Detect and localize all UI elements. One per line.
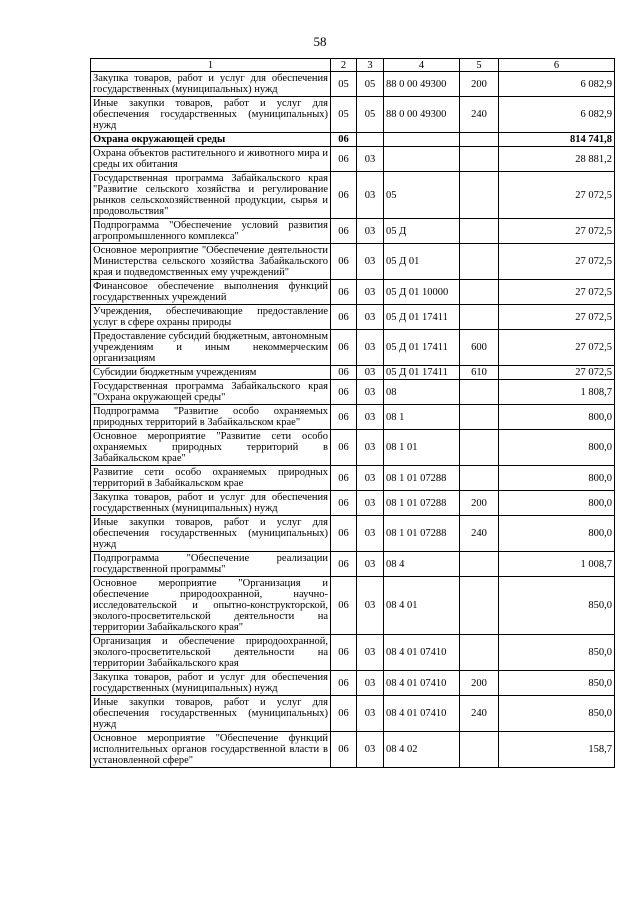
row-subsection-cell: 03 [357, 380, 384, 405]
row-amount-cell: 27 072,5 [499, 305, 615, 330]
row-amount-cell: 6 082,9 [499, 97, 615, 133]
table-row [91, 280, 615, 305]
table-row [91, 133, 615, 147]
table-row [91, 366, 615, 380]
row-amount-cell: 850,0 [499, 577, 615, 635]
row-section-cell: 06 [331, 671, 357, 696]
row-name-cell: Закупка товаров, работ и услуг для обеспечения государственных (муниципальных) нужд [91, 72, 331, 97]
row-amount-cell: 800,0 [499, 491, 615, 516]
row-target-code-cell: 08 4 01 07410 [384, 671, 460, 696]
row-section-cell: 06 [331, 405, 357, 430]
row-name-cell: Учреждения, обеспечивающие предоставление услуг в сфере охраны природы [91, 305, 331, 330]
row-target-code-cell: 05 Д 01 17411 [384, 330, 460, 366]
table-row [91, 380, 615, 405]
row-amount-cell: 27 072,5 [499, 330, 615, 366]
row-subsection-cell: 03 [357, 430, 384, 466]
row-name-cell: Иные закупки товаров, работ и услуг для обеспечения государственных (муниципальных) нужд [91, 97, 331, 133]
table-row [91, 405, 615, 430]
page-number: 58 [313, 34, 327, 49]
row-expense-type-cell [460, 172, 499, 219]
row-subsection-cell: 05 [357, 97, 384, 133]
row-expense-type-cell: 200 [460, 671, 499, 696]
table-row [91, 577, 615, 635]
row-expense-type-cell [460, 577, 499, 635]
row-subsection-cell: 03 [357, 305, 384, 330]
row-amount-cell: 800,0 [499, 430, 615, 466]
column-header-amount: 6 [499, 59, 615, 72]
row-subsection-cell [357, 133, 384, 147]
row-target-code-cell: 05 Д 01 10000 [384, 280, 460, 305]
table-row [91, 172, 615, 219]
row-target-code-cell: 08 1 [384, 405, 460, 430]
row-target-code-cell: 08 [384, 380, 460, 405]
row-subsection-cell: 03 [357, 671, 384, 696]
row-amount-cell: 850,0 [499, 635, 615, 671]
row-section-cell: 06 [331, 280, 357, 305]
row-target-code-cell: 88 0 00 49300 [384, 72, 460, 97]
row-amount-cell: 814 741,8 [499, 133, 615, 147]
table-row [91, 147, 615, 172]
row-target-code-cell: 08 1 01 07288 [384, 466, 460, 491]
row-expense-type-cell [460, 635, 499, 671]
row-amount-cell: 800,0 [499, 405, 615, 430]
row-amount-cell: 27 072,5 [499, 244, 615, 280]
row-subsection-cell: 03 [357, 732, 384, 768]
row-subsection-cell: 03 [357, 147, 384, 172]
row-amount-cell: 800,0 [499, 516, 615, 552]
row-name-cell: Основное мероприятие "Обеспечение деятельности Министерства сельского хозяйства Забайкальского края и подведомственных ему учреждений" [91, 244, 331, 280]
row-section-cell: 06 [331, 491, 357, 516]
row-section-cell: 06 [331, 516, 357, 552]
row-name-cell: Иные закупки товаров, работ и услуг для обеспечения государственных (муниципальных) нужд [91, 516, 331, 552]
row-name-cell: Финансовое обеспечение выполнения функций государственных учреждений [91, 280, 331, 305]
row-subsection-cell: 03 [357, 330, 384, 366]
row-expense-type-cell: 610 [460, 366, 499, 380]
row-section-cell: 06 [331, 696, 357, 732]
row-amount-cell: 27 072,5 [499, 280, 615, 305]
row-name-cell: Основное мероприятие "Развитие сети особо охраняемых природных территорий в Забайкальском крае" [91, 430, 331, 466]
row-section-cell: 06 [331, 552, 357, 577]
row-target-code-cell: 05 Д [384, 219, 460, 244]
row-expense-type-cell: 200 [460, 491, 499, 516]
row-section-cell: 06 [331, 244, 357, 280]
column-header-name: 1 [91, 59, 331, 72]
row-subsection-cell: 03 [357, 696, 384, 732]
row-section-cell: 06 [331, 635, 357, 671]
row-amount-cell: 158,7 [499, 732, 615, 768]
table-row [91, 430, 615, 466]
row-target-code-cell: 08 1 01 07288 [384, 491, 460, 516]
row-subsection-cell: 03 [357, 491, 384, 516]
row-target-code-cell: 08 1 01 07288 [384, 516, 460, 552]
row-subsection-cell: 03 [357, 466, 384, 491]
row-amount-cell: 800,0 [499, 466, 615, 491]
table-row [91, 635, 615, 671]
row-amount-cell: 27 072,5 [499, 172, 615, 219]
row-target-code-cell [384, 147, 460, 172]
row-name-cell: Основное мероприятие "Обеспечение функций исполнительных органов государственной власти в установленной сфере" [91, 732, 331, 768]
row-section-cell: 06 [331, 466, 357, 491]
row-subsection-cell: 03 [357, 516, 384, 552]
row-expense-type-cell: 600 [460, 330, 499, 366]
budget-table [90, 58, 615, 768]
row-expense-type-cell: 240 [460, 97, 499, 133]
row-amount-cell: 850,0 [499, 696, 615, 732]
row-name-cell: Охрана окружающей среды [91, 133, 331, 147]
row-section-cell: 06 [331, 366, 357, 380]
row-expense-type-cell [460, 732, 499, 768]
row-subsection-cell: 05 [357, 72, 384, 97]
row-section-cell: 06 [331, 330, 357, 366]
row-amount-cell: 6 082,9 [499, 72, 615, 97]
row-expense-type-cell [460, 552, 499, 577]
table-row [91, 671, 615, 696]
row-expense-type-cell [460, 244, 499, 280]
row-expense-type-cell: 240 [460, 516, 499, 552]
row-target-code-cell: 05 Д 01 17411 [384, 305, 460, 330]
row-name-cell: Подпрограмма "Обеспечение реализации государственной программы" [91, 552, 331, 577]
table-row [91, 696, 615, 732]
row-amount-cell: 27 072,5 [499, 219, 615, 244]
row-subsection-cell: 03 [357, 366, 384, 380]
row-section-cell: 06 [331, 147, 357, 172]
row-expense-type-cell [460, 219, 499, 244]
row-amount-cell: 1 808,7 [499, 380, 615, 405]
row-section-cell: 05 [331, 72, 357, 97]
column-header-section: 2 [331, 59, 357, 72]
row-target-code-cell [384, 133, 460, 147]
row-section-cell: 06 [331, 172, 357, 219]
row-name-cell: Иные закупки товаров, работ и услуг для обеспечения государственных (муниципальных) нужд [91, 696, 331, 732]
table-row [91, 330, 615, 366]
row-section-cell: 05 [331, 97, 357, 133]
row-name-cell: Государственная программа Забайкальского края "Развитие сельского хозяйства и регулирование рынков сельскохозяйственной продукции, сырья и продовольствия" [91, 172, 331, 219]
row-target-code-cell: 05 Д 01 17411 [384, 366, 460, 380]
row-subsection-cell: 03 [357, 219, 384, 244]
table-row [91, 516, 615, 552]
row-amount-cell: 27 072,5 [499, 366, 615, 380]
row-section-cell: 06 [331, 380, 357, 405]
row-section-cell: 06 [331, 305, 357, 330]
row-expense-type-cell [460, 280, 499, 305]
row-subsection-cell: 03 [357, 577, 384, 635]
row-section-cell: 06 [331, 133, 357, 147]
table-row [91, 219, 615, 244]
row-name-cell: Подпрограмма "Развитие особо охраняемых природных территорий в Забайкальском крае" [91, 405, 331, 430]
row-name-cell: Подпрограмма "Обеспечение условий развития агропромышленного комплекса" [91, 219, 331, 244]
row-name-cell: Развитие сети особо охраняемых природных территорий в Забайкальском крае [91, 466, 331, 491]
row-name-cell: Государственная программа Забайкальского края "Охрана окружающей среды" [91, 380, 331, 405]
row-subsection-cell: 03 [357, 280, 384, 305]
row-expense-type-cell [460, 466, 499, 491]
table-row [91, 305, 615, 330]
row-name-cell: Охрана объектов растительного и животного мира и среды их обитания [91, 147, 331, 172]
row-subsection-cell: 03 [357, 405, 384, 430]
row-expense-type-cell [460, 430, 499, 466]
row-subsection-cell: 03 [357, 552, 384, 577]
table-row [91, 97, 615, 133]
row-name-cell: Организация и обеспечение природоохранной, эколого-просветительской деятельности на территории Забайкальского края [91, 635, 331, 671]
table-header-row [91, 59, 615, 72]
row-section-cell: 06 [331, 732, 357, 768]
row-name-cell: Предоставление субсидий бюджетным, автономным учреждениям и иным некоммерческим организациям [91, 330, 331, 366]
row-expense-type-cell [460, 380, 499, 405]
row-amount-cell: 28 881,2 [499, 147, 615, 172]
row-expense-type-cell: 200 [460, 72, 499, 97]
row-target-code-cell: 05 Д 01 [384, 244, 460, 280]
row-expense-type-cell: 240 [460, 696, 499, 732]
row-section-cell: 06 [331, 577, 357, 635]
column-header-expense-type: 5 [460, 59, 499, 72]
row-target-code-cell: 08 4 02 [384, 732, 460, 768]
column-header-target-code: 4 [384, 59, 460, 72]
row-subsection-cell: 03 [357, 635, 384, 671]
table-row [91, 72, 615, 97]
row-name-cell: Основное мероприятие "Организация и обеспечение природоохранной, научно-исследовательской и опытно-конструкторской, эколого-просветительской деятельности на территории Забайкальского края" [91, 577, 331, 635]
row-expense-type-cell [460, 147, 499, 172]
table-row [91, 552, 615, 577]
row-target-code-cell: 08 4 01 07410 [384, 696, 460, 732]
column-header-subsection: 3 [357, 59, 384, 72]
table-row [91, 466, 615, 491]
table-row [91, 491, 615, 516]
row-target-code-cell: 05 [384, 172, 460, 219]
row-subsection-cell: 03 [357, 172, 384, 219]
row-name-cell: Закупка товаров, работ и услуг для обеспечения государственных (муниципальных) нужд [91, 491, 331, 516]
row-amount-cell: 850,0 [499, 671, 615, 696]
row-target-code-cell: 08 4 01 [384, 577, 460, 635]
row-amount-cell: 1 008,7 [499, 552, 615, 577]
row-target-code-cell: 88 0 00 49300 [384, 97, 460, 133]
row-expense-type-cell [460, 133, 499, 147]
table-row [91, 244, 615, 280]
row-name-cell: Закупка товаров, работ и услуг для обеспечения государственных (муниципальных) нужд [91, 671, 331, 696]
row-expense-type-cell [460, 305, 499, 330]
table-body [91, 72, 615, 768]
row-section-cell: 06 [331, 219, 357, 244]
row-expense-type-cell [460, 405, 499, 430]
row-section-cell: 06 [331, 430, 357, 466]
row-target-code-cell: 08 4 [384, 552, 460, 577]
row-subsection-cell: 03 [357, 244, 384, 280]
row-target-code-cell: 08 4 01 07410 [384, 635, 460, 671]
row-target-code-cell: 08 1 01 [384, 430, 460, 466]
row-name-cell: Субсидии бюджетным учреждениям [91, 366, 331, 380]
table-row [91, 732, 615, 768]
